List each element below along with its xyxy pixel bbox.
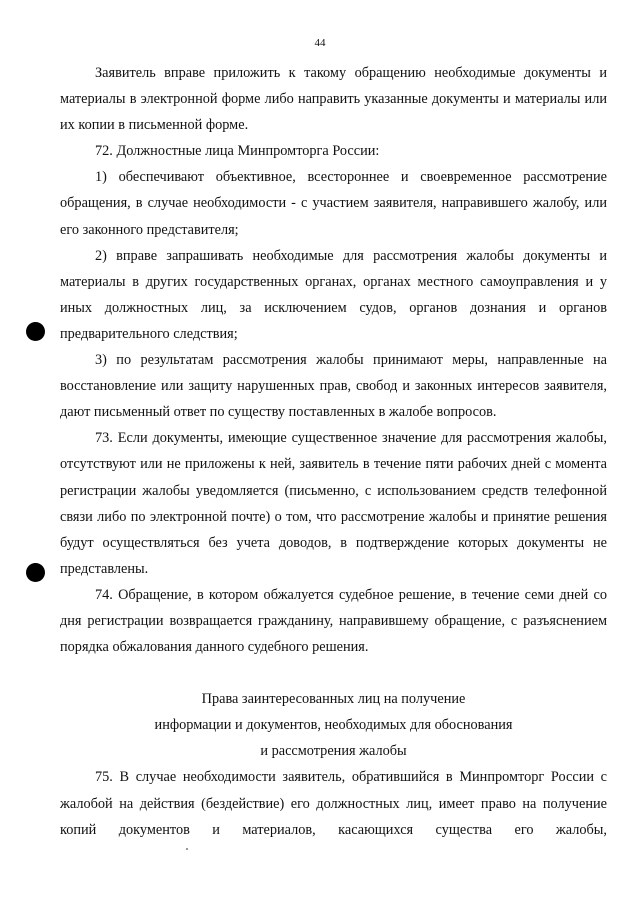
binder-hole-mark: [26, 563, 45, 582]
paragraph: 72. Должностные лица Минпромторга России:: [95, 143, 380, 160]
document-body: [60, 60, 607, 843]
scan-speck: [186, 848, 188, 850]
binder-hole-mark: [26, 322, 45, 341]
section-heading-line: и рассмотрения жалобы: [260, 743, 407, 760]
section-heading: [60, 686, 607, 764]
paragraph: 74. Обращение, в котором обжалуется судебное решение, в течение семи дней со дня регистрации возвращается гражданину, направившему обращение, с разъяснением порядка обжалования данного судебного решения.: [60, 586, 607, 656]
paragraph: 75. В случае необходимости заявитель, обратившийся в Минпромторг России с жалобой на действия (бездействие) его должностных лиц, имеет право на получение копий документов и материалов, касающихся существа его жалобы,: [60, 769, 607, 838]
page-number: 44: [314, 37, 326, 49]
section-heading-line: Права заинтересованных лиц на получение: [201, 691, 466, 708]
paragraph: 73. Если документы, имеющие существенное значение для рассмотрения жалобы, отсутствуют или не приложены к ней, заявитель в течение пяти рабочих дней с момента регистрации жалобы уведомляется (письменно, с использованием средств телефонной связи либо по электронной почте) о том, что рассмотрение жалобы и принятие решения будут осуществляться без учета доводов, в подтверждение которых документы не представлены.: [60, 430, 607, 577]
paragraph: 3) по результатам рассмотрения жалобы принимают меры, направленные на восстановление или защиту нарушенных прав, свобод и законных интересов заявителя, дают письменный ответ по существу поставленных в жалобе вопросов.: [60, 352, 607, 421]
section-heading-line: информации и документов, необходимых для обоснования: [154, 717, 513, 734]
paragraph: Заявитель вправе приложить к такому обращению необходимые документы и материалы в электронной форме либо направить указанные документы и материалы или их копии в письменной форме.: [60, 65, 607, 134]
paragraph: 1) обеспечивают объективное, всестороннее и своевременное рассмотрение обращения, в случае необходимости - с участием заявителя, направившего жалобу, или его законного представителя;: [60, 169, 607, 238]
paragraph: 2) вправе запрашивать необходимые для рассмотрения жалобы документы и материалы в других государственных органах, органах местного самоуправления и у иных должностных лиц, за исключением судов, органов дознания и органов предварительного следствия;: [60, 247, 607, 342]
